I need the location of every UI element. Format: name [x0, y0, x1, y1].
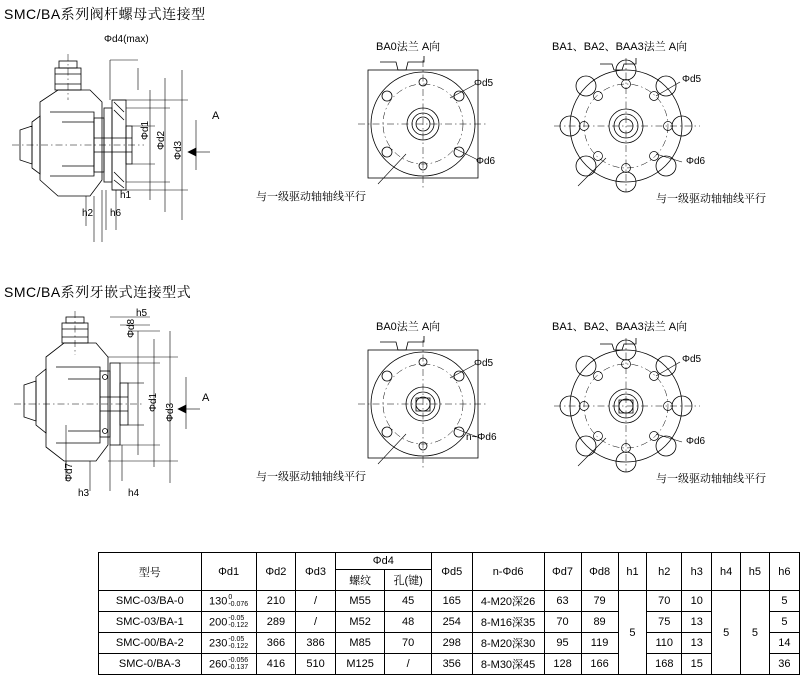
flange-view-1-right-drawing: [548, 56, 738, 196]
flange-2-right-d6-label: Φd6: [686, 436, 706, 447]
section-mark-a-2: A: [202, 392, 210, 404]
flange-1-right-note: 与一级驱动轴轴线平行: [656, 193, 766, 205]
cell-h1: 5: [618, 591, 647, 675]
th-d1: Φd1: [201, 553, 256, 591]
table-row: [99, 612, 800, 633]
section-2-title: SMC/BA系列牙嵌式连接型式: [4, 284, 192, 300]
table-row: [99, 633, 800, 654]
dim-label-d7: Φd7: [64, 462, 75, 482]
cell-thread: M85: [335, 633, 385, 654]
th-model: 型号: [99, 553, 202, 591]
cell-d8: 119: [581, 633, 618, 654]
cell-d1: 230 -0.05 -0.122: [201, 633, 256, 654]
flange-1-left-d6-label: Φd6: [476, 156, 496, 167]
cell-hole: /: [385, 654, 431, 675]
cell-h6: 14: [769, 633, 799, 654]
dim-label-h6: h6: [110, 208, 122, 219]
cell-h3: 13: [682, 633, 712, 654]
cell-d8: 79: [581, 591, 618, 612]
spec-table-wrap: [98, 552, 800, 675]
flange-view-1-right-title: BA1、BA2、BAA3法兰 A向: [552, 41, 688, 53]
cell-d5: 254: [431, 612, 472, 633]
th-d4-hole: 孔(键): [385, 570, 431, 591]
dim-label-d1: Φd1: [140, 120, 151, 140]
th-h4: h4: [712, 553, 741, 591]
cell-d8: 89: [581, 612, 618, 633]
dim-label-d3: Φd3: [173, 140, 184, 160]
cell-hole: 70: [385, 633, 431, 654]
cell-d3: 510: [296, 654, 336, 675]
flange-1-left-d5-label: Φd5: [474, 78, 494, 89]
th-d3: Φd3: [296, 553, 336, 591]
cell-h2: 70: [647, 591, 682, 612]
table-header-row-1: [99, 553, 800, 570]
cell-thread: M52: [335, 612, 385, 633]
cell-hole: 45: [385, 591, 431, 612]
cell-h3: 13: [682, 612, 712, 633]
th-d2: Φd2: [256, 553, 296, 591]
flange-2-left-d5-label: Φd5: [474, 358, 494, 369]
flange-view-1-left-drawing: [358, 56, 518, 196]
flange-2-left-d6-label: n~Φd6: [466, 432, 497, 443]
dim-label-h5: h5: [136, 308, 148, 319]
cell-d6: 8-M16深35: [472, 612, 544, 633]
th-d4: Φd4: [335, 553, 431, 570]
cell-d5: 298: [431, 633, 472, 654]
cell-h2: 110: [647, 633, 682, 654]
cell-d2: 210: [256, 591, 296, 612]
th-h6: h6: [769, 553, 799, 591]
cell-h5: 5: [741, 591, 770, 675]
flange-view-2-right-drawing: [548, 336, 738, 476]
cell-hole: 48: [385, 612, 431, 633]
cell-model: SMC-0/BA-3: [99, 654, 202, 675]
dim-label-d2: Φd2: [156, 130, 167, 150]
cell-d2: 289: [256, 612, 296, 633]
th-h1: h1: [618, 553, 647, 591]
th-h5: h5: [741, 553, 770, 591]
cell-d5: 356: [431, 654, 472, 675]
spec-table: [98, 552, 800, 675]
th-d5: Φd5: [431, 553, 472, 591]
cell-d6: 8-M30深45: [472, 654, 544, 675]
dim-label-d3-b: Φd3: [165, 402, 176, 422]
cell-h3: 15: [682, 654, 712, 675]
th-d7: Φd7: [544, 553, 581, 591]
th-h2: h2: [647, 553, 682, 591]
dim-label-h2: h2: [82, 208, 94, 219]
dim-label-h4: h4: [128, 488, 140, 499]
cell-d1: 200 -0.05 -0.122: [201, 612, 256, 633]
section-1-title: SMC/BA系列阀杆螺母式连接型: [4, 6, 206, 22]
dim-label-d8: Φd8: [126, 318, 137, 338]
flange-2-right-note: 与一级驱动轴轴线平行: [656, 473, 766, 485]
dim-label-d4max: Φd4(max): [104, 34, 149, 45]
section-mark-a-1: A: [212, 110, 220, 122]
cell-d5: 165: [431, 591, 472, 612]
cell-h6: 5: [769, 612, 799, 633]
cell-d2: 416: [256, 654, 296, 675]
cell-d3: 386: [296, 633, 336, 654]
th-d4-thread: 螺纹: [335, 570, 385, 591]
cell-model: SMC-00/BA-2: [99, 633, 202, 654]
cell-h6: 5: [769, 591, 799, 612]
flange-1-right-d5-label: Φd5: [682, 74, 702, 85]
th-d8: Φd8: [581, 553, 618, 591]
cell-d3: /: [296, 612, 336, 633]
flange-1-right-d6-label: Φd6: [686, 156, 706, 167]
flange-view-2-left-drawing: [358, 336, 518, 476]
cell-d8: 166: [581, 654, 618, 675]
cell-d7: 63: [544, 591, 581, 612]
flange-view-2-left-title: BA0法兰 A向: [376, 321, 441, 333]
cell-d6: 8-M20深30: [472, 633, 544, 654]
cell-h4: 5: [712, 591, 741, 675]
cell-h3: 10: [682, 591, 712, 612]
cell-d3: /: [296, 591, 336, 612]
cell-d7: 128: [544, 654, 581, 675]
flange-2-left-note: 与一级驱动轴轴线平行: [256, 471, 366, 483]
dim-label-h3: h3: [78, 488, 90, 499]
cell-d1: 130 0 -0.076: [201, 591, 256, 612]
th-d6: n-Φd6: [472, 553, 544, 591]
dim-label-h1: h1: [120, 190, 132, 201]
cell-h2: 168: [647, 654, 682, 675]
cell-thread: M55: [335, 591, 385, 612]
cell-d2: 366: [256, 633, 296, 654]
cell-d1: 260 -0.056 -0.137: [201, 654, 256, 675]
cell-h6: 36: [769, 654, 799, 675]
cell-d7: 95: [544, 633, 581, 654]
cell-thread: M125: [335, 654, 385, 675]
flange-view-2-right-title: BA1、BA2、BAA3法兰 A向: [552, 321, 688, 333]
dim-label-d1-b: Φd1: [148, 392, 159, 412]
th-h3: h3: [682, 553, 712, 591]
section-1-assembly-drawing: [10, 30, 250, 245]
flange-1-left-note: 与一级驱动轴轴线平行: [256, 191, 366, 203]
flange-view-1-left-title: BA0法兰 A向: [376, 41, 441, 53]
table-row: [99, 654, 800, 675]
cell-model: SMC-03/BA-1: [99, 612, 202, 633]
cell-h2: 75: [647, 612, 682, 633]
table-row: [99, 591, 800, 612]
cell-d7: 70: [544, 612, 581, 633]
flange-2-right-d5-label: Φd5: [682, 354, 702, 365]
cell-d6: 4-M20深26: [472, 591, 544, 612]
cell-model: SMC-03/BA-0: [99, 591, 202, 612]
